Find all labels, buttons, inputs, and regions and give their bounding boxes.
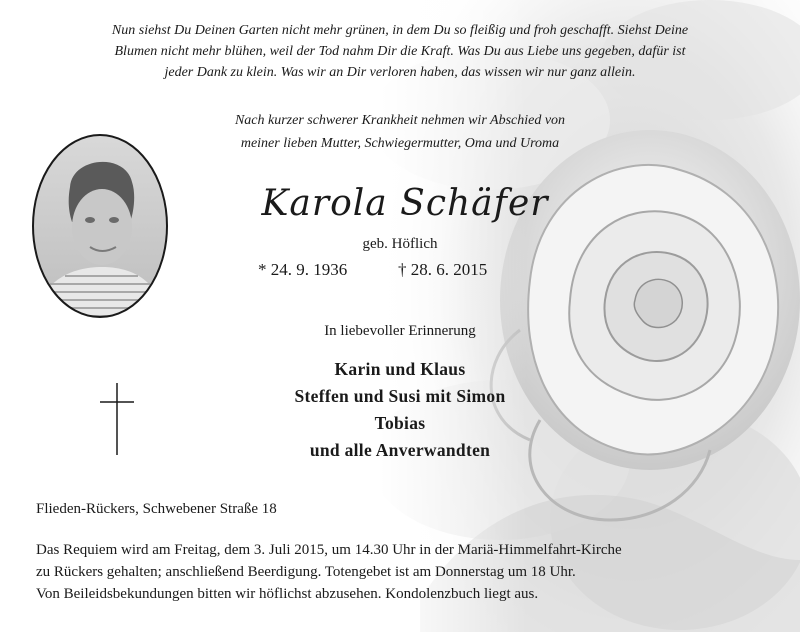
- address: Flieden-Rückers, Schwebener Straße 18: [36, 501, 277, 517]
- mourner-entry: und alle Anverwandten: [309, 440, 491, 460]
- poem: [0, 20, 800, 83]
- requiem-info: [36, 539, 776, 605]
- poem-line: Blumen nicht mehr blühen, weil der Tod nahm Dir die Kraft. Was Du aus Liebe uns gegeben, dafür ist: [114, 44, 686, 59]
- deceased-name: Karola Schäfer: [261, 183, 549, 224]
- requiem-line: zu Rückers gehalten; anschließend Beerdigung. Totengebet ist am Donnerstag um 18 Uhr.: [36, 564, 576, 580]
- intro-line: meiner lieben Mutter, Schwiegermutter, Oma und Uroma: [240, 136, 560, 151]
- death-date: † 28. 6. 2015: [398, 260, 488, 279]
- cross-icon: [100, 383, 134, 455]
- mourner-entry: Karin und Klaus: [334, 359, 466, 379]
- intro-line: Nach kurzer schwerer Krankheit nehmen wir Abschied von: [234, 113, 566, 128]
- poem-line: Nun siehst Du Deinen Garten nicht mehr grünen, in dem Du so fleißig und froh geschafft. Siehst Deine: [111, 23, 689, 38]
- requiem-line: Das Requiem wird am Freitag, dem 3. Juli 2015, um 14.30 Uhr in der Mariä-Himmelfahrt-Kirche: [36, 542, 622, 558]
- memory-line: In liebevoller Erinnerung: [324, 323, 476, 339]
- portrait-photo: [30, 132, 170, 320]
- birth-date: * 24. 9. 1936: [258, 260, 348, 279]
- mourners-list: [220, 356, 580, 464]
- mourner-entry: Tobias: [374, 413, 426, 433]
- poem-line: jeder Dank zu klein. Was wir an Dir verloren haben, das wissen wir nur ganz allein.: [164, 65, 636, 80]
- requiem-line: Von Beileidsbekundungen bitten wir höflichst abzusehen. Kondolenzbuch liegt aus.: [36, 586, 539, 602]
- mourner-entry: Steffen und Susi mit Simon: [294, 386, 506, 406]
- rose-background-image: [380, 0, 800, 632]
- maiden-name: geb. Höflich: [362, 236, 438, 252]
